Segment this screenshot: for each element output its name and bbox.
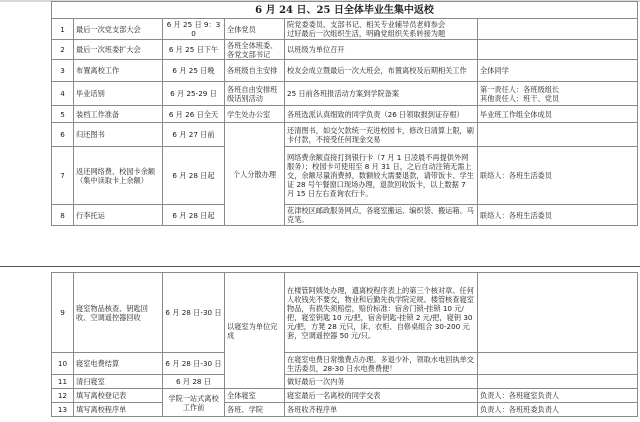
page-gap xyxy=(0,256,640,262)
responsible-cell: 全体同学 xyxy=(478,60,638,82)
content-cell: 25 日前各班报活动方案到学院备案 xyxy=(285,82,478,106)
time-cell: 6 月 25 日 9：30 xyxy=(163,19,225,40)
responsible-cell: 毕业班工作组全体成员 xyxy=(478,106,638,123)
row-number: 2 xyxy=(52,40,74,60)
content-cell: 各班选派认真细致的同学负责（26 日领取报到证存根） xyxy=(285,106,478,123)
schedule-table-top xyxy=(51,1,638,226)
task-cell: 行李托运 xyxy=(74,205,163,226)
responsible-cell: 联络人：各班生活委员 xyxy=(478,205,638,226)
time-cell: 6 月 27 日前 xyxy=(163,123,225,147)
responsible-cell xyxy=(478,19,638,40)
row-number: 12 xyxy=(52,389,74,403)
time-cell: 6 月 28 日 xyxy=(163,375,225,389)
task-cell: 填写离校登记表 xyxy=(74,389,163,403)
content-cell: 各班收齐程序单 xyxy=(285,403,478,417)
participants-merged-cell: 个人分散办理 xyxy=(225,123,285,226)
content-cell: 以班级为单位召开 xyxy=(285,40,478,60)
page-title: 6 月 24 日、25 日全体毕业生集中返校 xyxy=(52,2,638,19)
content-cell: 在楼管阿姨处办理，遗离校程序表上的第三个核对章。任何人收钱先不要交，物业和后勤先执学院定规。楼管核查寝室物品，有损失须赔偿，赔价标准：宿舍门锁-挂锁 10 元/把，寝室钥匙 10 元/把，宿舍钥匙-挂锁 2 元/把，寝钥 30 元/把，方凳 28 元只，床、衣柜、自修桌组合 30-200 元套，空调遥控器 50 元/只。 xyxy=(285,273,478,353)
row-number: 10 xyxy=(52,353,74,375)
schedule-table-bottom xyxy=(51,272,638,417)
row-number: 13 xyxy=(52,403,74,417)
content-cell: 网络费余额直接打到银行卡（7 月 1 日凌晨不再提供外网服务）；校园卡可使用至 8 月 31 日，之后自动注销无需上交，余额尽量消费掉，数额较大需要退款，请带饭卡、学生证 28 号午餐窗口现场办理，退款回收饭卡，以上数据 7 月 15 日左右查询农行卡。 xyxy=(285,147,478,205)
task-cell: 布置离校工作 xyxy=(74,60,163,82)
row-number: 3 xyxy=(52,60,74,82)
task-cell: 寝室电费结算 xyxy=(74,353,163,375)
time-cell: 6 月 28 日-30 日 xyxy=(163,353,225,375)
participants-cell: 各班级自主安排 xyxy=(225,60,285,82)
row-number: 11 xyxy=(52,375,74,389)
responsible-cell xyxy=(478,273,638,353)
row-number: 6 xyxy=(52,123,74,147)
responsible-cell xyxy=(478,353,638,375)
time-cell: 6 月 25-29 日 xyxy=(163,82,225,106)
responsible-cell: 负责人：各班寝室负责人 xyxy=(478,389,638,403)
task-cell: 寝室物品核查、钥匙回收、空调遥控器回收 xyxy=(74,273,163,353)
participants-cell: 各班全体班委、各党支部书记 xyxy=(225,40,285,60)
row-number: 8 xyxy=(52,205,74,226)
time-merged-cell: 学院一站式离校工作前 xyxy=(163,389,225,417)
content-cell: 花津校区邮政服务网点，各寝室搬运、编织袋、搬运箱、马克笔。 xyxy=(285,205,478,226)
time-cell: 6 月 28 日起 xyxy=(163,205,225,226)
task-cell: 清扫寝室 xyxy=(74,375,163,389)
responsible-cell: 第一责任人：各班级组长 其他责任人：班干、党员 xyxy=(478,82,638,106)
responsible-cell: 负责人：各班班委负责人 xyxy=(478,403,638,417)
task-cell: 返还网络费、校园卡余额（集中读取卡上余额） xyxy=(74,147,163,205)
participants-cell: 学生处办公室 xyxy=(225,106,285,123)
task-cell: 毕业话别 xyxy=(74,82,163,106)
participants-cell: 全体寝室 xyxy=(225,389,285,403)
responsible-cell xyxy=(478,123,638,147)
content-cell: 做好最后一次内务 xyxy=(285,375,478,389)
time-cell: 6 月 25 日晚 xyxy=(163,60,225,82)
responsible-cell: 联络人：各班生活委员 xyxy=(478,147,638,205)
content-cell: 还清图书，如交欠款统一充进校园卡，修改日清算上限，刷卡付款，不接受任何现金交易 xyxy=(285,123,478,147)
task-cell: 填写离校程序单 xyxy=(74,403,163,417)
responsible-cell xyxy=(478,375,638,389)
participants-cell: 各班、学院 xyxy=(225,403,285,417)
time-cell: 6 月 25 日下午 xyxy=(163,40,225,60)
task-cell: 最后一次班委扩大会 xyxy=(74,40,163,60)
content-cell: 在寝室电费日常缴费点办理。多退少补，领取水电回执单交生活委员，28-30 日水电费费便！ xyxy=(285,353,478,375)
time-cell: 6 月 28 日-30 日 xyxy=(163,273,225,353)
time-cell: 6 月 28 日起 xyxy=(163,147,225,205)
participants-cell: 各班自由安排班级话别活动 xyxy=(225,82,285,106)
participants-cell: 全体党员 xyxy=(225,19,285,40)
row-number: 5 xyxy=(52,106,74,123)
content-cell: 院党委委员、支部书记、相关专业辅导员老师参会 过好最后一次组织生活，明确党组织关系转接为题 xyxy=(285,19,478,40)
page-break-rule xyxy=(0,266,640,267)
time-cell: 6 月 26 日全天 xyxy=(163,106,225,123)
task-cell: 归还图书 xyxy=(74,123,163,147)
content-cell: 校友会成立暨最后一次大班会，布置离校及后期相关工作 xyxy=(285,60,478,82)
row-number: 4 xyxy=(52,82,74,106)
row-number: 1 xyxy=(52,19,74,40)
responsible-cell xyxy=(478,40,638,60)
row-number: 9 xyxy=(52,273,74,353)
participants-merged-cell: 以寝室为单位完成 xyxy=(225,273,285,389)
content-cell: 寝室最后一名离校的同学交表 xyxy=(285,389,478,403)
task-cell: 装档工作准备 xyxy=(74,106,163,123)
task-cell: 最后一次党支部大会 xyxy=(74,19,163,40)
row-number: 7 xyxy=(52,147,74,205)
